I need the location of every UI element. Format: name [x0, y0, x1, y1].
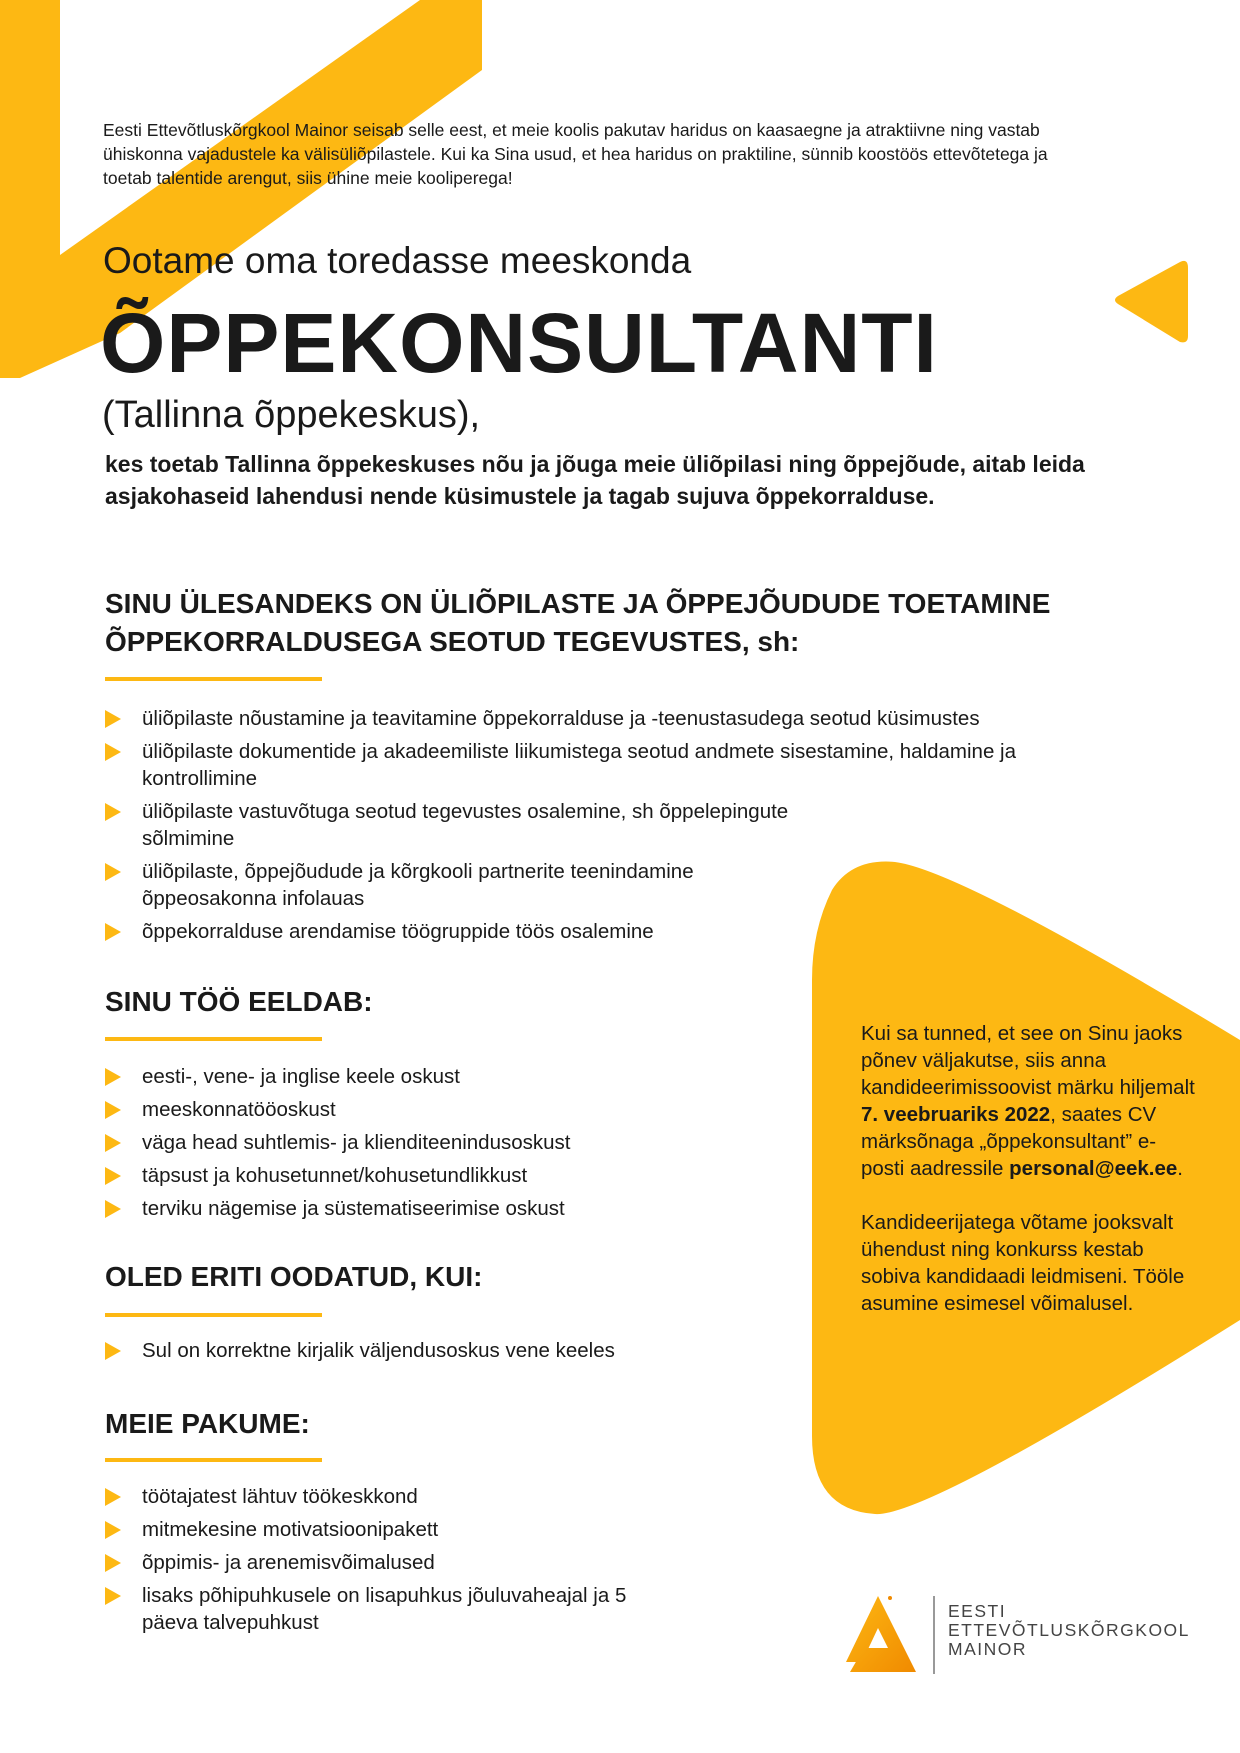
tasks-divider	[105, 677, 322, 681]
offer-divider	[105, 1458, 322, 1462]
list-item: mitmekesine motivatsioonipakett	[105, 1516, 705, 1543]
list-item: väga head suhtlemis- ja klienditeenindusoskust	[105, 1129, 805, 1156]
list-item: üliõpilaste vastuvõtuga seotud tegevustes osalemine, sh õppelepingute sõlmimine	[105, 798, 822, 852]
bonus-heading: OLED ERITI OODATUD, KUI:	[105, 1261, 483, 1292]
bullet-triangle-icon	[105, 1488, 121, 1506]
list-item: terviku nägemise ja süstematiseerimise oskust	[105, 1195, 805, 1222]
list-item: täpsust ja kohusetunnet/kohusetundlikkust	[105, 1162, 805, 1189]
logo-divider	[933, 1596, 935, 1674]
bullet-triangle-icon	[105, 1587, 121, 1605]
intro-paragraph: Eesti Ettevõtluskõrgkool Mainor seisab selle eest, et meie koolis pakutav haridus on kaasaegne ja atraktiivne ning vastab ühiskonna vajadustele ka välisüliõpilastele. Kui ka Sina usud, et hea haridus on praktiline, sünnib koostöös ettevõtetega ja toetab talentide arengut, siis ühine meie kooliperega!	[103, 120, 1048, 188]
bullet-triangle-icon	[105, 1167, 121, 1185]
bullet-triangle-icon	[105, 1068, 121, 1086]
tasks-list	[105, 705, 1135, 951]
bullet-triangle-icon	[105, 1554, 121, 1572]
list-item: üliõpilaste nõustamine ja teavitamine õppekorralduse ja -teenustasudega seotud küsimustes	[105, 705, 1135, 732]
tasks-heading: SINU ÜLESANDEKS ON ÜLIÕPILASTE JA ÕPPEJÕUDUDE TOETAMINE ÕPPEKORRALDUSEGA SEOTUD TEGEVUSTES, sh:	[105, 588, 1051, 657]
bullet-triangle-icon	[105, 710, 121, 728]
bullet-triangle-icon	[105, 1200, 121, 1218]
bonus-list	[105, 1337, 805, 1370]
requirements-heading: SINU TÖÖ EELDAB:	[105, 986, 373, 1017]
bullet-triangle-icon	[105, 1342, 121, 1360]
bullet-triangle-icon	[105, 1101, 121, 1119]
bullet-triangle-icon	[105, 743, 121, 761]
job-location: (Tallinna õppekeskus),	[102, 394, 481, 436]
list-item: üliõpilaste dokumentide ja akadeemiliste liikumistega seotud andmete sisestamine, haldamine ja kontrollimine	[105, 738, 1135, 792]
bonus-divider	[105, 1313, 322, 1317]
list-item: meeskonnatööoskust	[105, 1096, 805, 1123]
logo-text: EESTI ETTEVÕTLUSKÕRGKOOL MAINOR	[948, 1601, 1190, 1659]
bullet-triangle-icon	[105, 1521, 121, 1539]
job-description: kes toetab Tallinna õppekeskuses nõu ja jõuga meie üliõpilasi ning õppejõude, aitab leida asjakohaseid lahendusi nende küsimustele ja tagab sujuva õppekorralduse.	[105, 451, 1085, 509]
application-info	[861, 1020, 1196, 1344]
list-item: õppekorralduse arendamise töögruppide töös osalemine	[105, 918, 1135, 945]
job-title: ÕPPEKONSULTANTI	[100, 296, 938, 390]
bullet-triangle-icon	[105, 1134, 121, 1152]
requirements-divider	[105, 1037, 322, 1041]
offer-heading: MEIE PAKUME:	[105, 1408, 310, 1439]
requirements-list	[105, 1063, 805, 1228]
bullet-triangle-icon	[105, 923, 121, 941]
list-item: lisaks põhipuhkusele on lisapuhkus jõuluvaheajal ja 5 päeva talvepuhkust	[105, 1582, 682, 1636]
list-item: üliõpilaste, õppejõudude ja kõrgkooli partnerite teenindamine õppeosakonna infolauas	[105, 858, 722, 912]
list-item: õppimis- ja arenemisvõimalused	[105, 1549, 705, 1576]
email-link[interactable]: personal@eek.ee	[1009, 1157, 1178, 1180]
process-info: Kandideerijatega võtame jooksvalt ühendust ning konkurss kestab sobiva kandidaadi leidmiseni. Tööle asumine esimesel võimalusel.	[861, 1211, 1185, 1315]
right-arrow-shape	[1115, 261, 1188, 343]
bullet-triangle-icon	[105, 863, 121, 881]
lead-line: Ootame oma toredasse meeskonda	[103, 240, 692, 281]
list-item: töötajatest lähtuv töökeskkond	[105, 1483, 705, 1510]
deadline: 7. veebruariks 2022	[861, 1103, 1051, 1126]
list-item: eesti-, vene- ja inglise keele oskust	[105, 1063, 805, 1090]
list-item: Sul on korrektne kirjalik väljendusoskus vene keeles	[105, 1337, 805, 1364]
offer-list	[105, 1483, 705, 1642]
application-instructions: Kui sa tunned, et see on Sinu jaoks põnev väljakutse, siis anna kandideerimissoovist märku hiljemalt 7. veebruariks 2022, saates CV märksõnaga „õppekonsultant” e-posti aadressile personal@eek.ee.	[861, 1022, 1195, 1180]
mainor-logo-icon	[842, 1592, 922, 1678]
bullet-triangle-icon	[105, 803, 121, 821]
